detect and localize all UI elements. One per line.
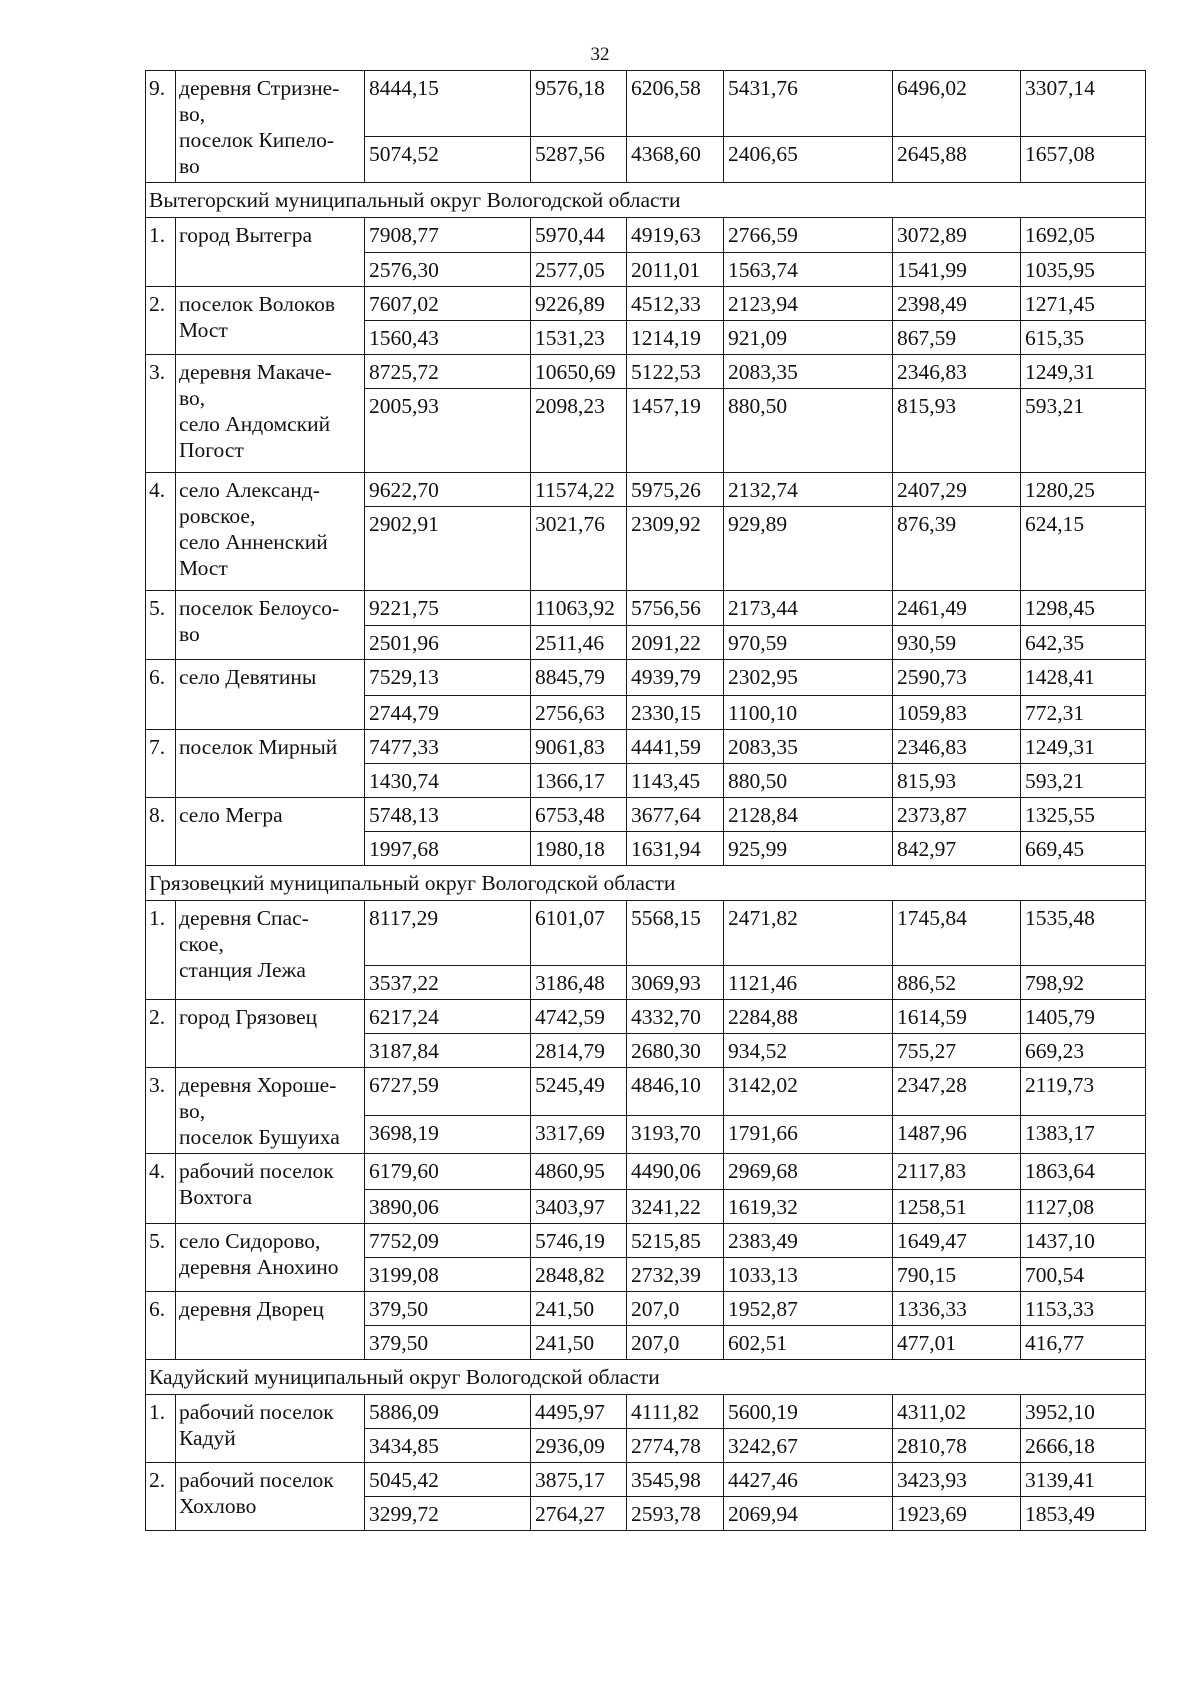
value-cell: 3677,64	[627, 798, 724, 832]
value-cell: 5756,56	[627, 591, 724, 626]
value-cell: 1692,05	[1021, 218, 1146, 253]
value-cell: 2173,44	[724, 591, 893, 626]
table-row	[146, 1224, 1146, 1258]
value-cell: 8444,15	[365, 71, 531, 137]
value-cell: 241,50	[531, 1326, 627, 1360]
value-cell: 842,97	[893, 832, 1021, 866]
row-number: 2.	[146, 1463, 176, 1531]
table-row	[146, 1395, 1146, 1429]
value-cell: 1325,55	[1021, 798, 1146, 832]
value-cell: 9226,89	[531, 287, 627, 321]
value-cell: 5886,09	[365, 1395, 531, 1429]
value-cell: 6217,24	[365, 1000, 531, 1034]
value-cell: 876,39	[893, 507, 1021, 591]
value-cell: 11574,22	[531, 473, 627, 507]
table-row	[146, 287, 1146, 321]
row-number: 4.	[146, 1154, 176, 1224]
value-cell: 2406,65	[724, 137, 893, 183]
value-cell: 4919,63	[627, 218, 724, 253]
value-cell: 2330,15	[627, 696, 724, 730]
value-cell: 772,31	[1021, 696, 1146, 730]
value-cell: 4490,06	[627, 1154, 724, 1190]
row-number: 9.	[146, 71, 176, 183]
value-cell: 6101,07	[531, 901, 627, 966]
settlement-name: село Мегра	[176, 798, 365, 866]
value-cell: 2119,73	[1021, 1068, 1146, 1116]
value-cell: 2577,05	[531, 253, 627, 287]
value-cell: 5746,19	[531, 1224, 627, 1258]
value-cell: 934,52	[724, 1034, 893, 1068]
value-cell: 2091,22	[627, 626, 724, 660]
value-cell: 929,89	[724, 507, 893, 591]
value-cell: 1249,31	[1021, 730, 1146, 764]
value-cell: 1271,45	[1021, 287, 1146, 321]
value-cell: 8845,79	[531, 660, 627, 696]
value-cell: 5970,44	[531, 218, 627, 253]
value-cell: 207,0	[627, 1292, 724, 1326]
value-cell: 7752,09	[365, 1224, 531, 1258]
value-cell: 2590,73	[893, 660, 1021, 696]
settlement-name: рабочий поселок Кадуй	[176, 1395, 365, 1463]
value-cell: 4427,46	[724, 1463, 893, 1497]
value-cell: 2407,29	[893, 473, 1021, 507]
value-cell: 2083,35	[724, 730, 893, 764]
value-cell: 2346,83	[893, 355, 1021, 389]
value-cell: 8725,72	[365, 355, 531, 389]
value-cell: 880,50	[724, 389, 893, 473]
value-cell: 1457,19	[627, 389, 724, 473]
value-cell: 2383,49	[724, 1224, 893, 1258]
value-cell: 2461,49	[893, 591, 1021, 626]
table-row	[146, 71, 1146, 137]
row-number: 3.	[146, 355, 176, 473]
settlement-name: рабочий поселок Вохтога	[176, 1154, 365, 1224]
value-cell: 3434,85	[365, 1429, 531, 1463]
value-cell: 5287,56	[531, 137, 627, 183]
value-cell: 1035,95	[1021, 253, 1146, 287]
value-cell: 2848,82	[531, 1258, 627, 1292]
value-cell: 2346,83	[893, 730, 1021, 764]
value-cell: 642,35	[1021, 626, 1146, 660]
settlement-name: село Девятины	[176, 660, 365, 730]
settlement-name: поселок Мирный	[176, 730, 365, 798]
settlement-name: поселок Волоков Мост	[176, 287, 365, 355]
value-cell: 1563,74	[724, 253, 893, 287]
table-row	[146, 660, 1146, 696]
row-number: 8.	[146, 798, 176, 866]
value-cell: 1923,69	[893, 1497, 1021, 1531]
value-cell: 5568,15	[627, 901, 724, 966]
row-number: 3.	[146, 1068, 176, 1154]
value-cell: 4441,59	[627, 730, 724, 764]
table-row	[146, 798, 1146, 832]
value-cell: 241,50	[531, 1292, 627, 1326]
value-cell: 2902,91	[365, 507, 531, 591]
value-cell: 2005,93	[365, 389, 531, 473]
value-cell: 5245,49	[531, 1068, 627, 1116]
settlement-name: деревня Дворец	[176, 1292, 365, 1360]
value-cell: 3242,67	[724, 1429, 893, 1463]
value-cell: 3021,76	[531, 507, 627, 591]
value-cell: 3241,22	[627, 1190, 724, 1224]
value-cell: 7908,77	[365, 218, 531, 253]
value-cell: 7529,13	[365, 660, 531, 696]
table-row	[146, 473, 1146, 507]
value-cell: 4860,95	[531, 1154, 627, 1190]
value-cell: 1280,25	[1021, 473, 1146, 507]
value-cell: 2098,23	[531, 389, 627, 473]
value-cell: 3069,93	[627, 966, 724, 1000]
value-cell: 2774,78	[627, 1429, 724, 1463]
settlement-name: поселок Белоусо- во	[176, 591, 365, 660]
value-cell: 1997,68	[365, 832, 531, 866]
value-cell: 925,99	[724, 832, 893, 866]
value-cell: 11063,92	[531, 591, 627, 626]
value-cell: 1249,31	[1021, 355, 1146, 389]
settlement-name: деревня Стризне- во, поселок Кипело- во	[176, 71, 365, 183]
value-cell: 4495,97	[531, 1395, 627, 1429]
value-cell: 2132,74	[724, 473, 893, 507]
table-row	[146, 901, 1146, 966]
value-cell: 669,23	[1021, 1034, 1146, 1068]
value-cell: 4512,33	[627, 287, 724, 321]
value-cell: 1531,23	[531, 321, 627, 355]
section-row	[146, 866, 1146, 901]
value-cell: 2593,78	[627, 1497, 724, 1531]
value-cell: 2302,95	[724, 660, 893, 696]
row-number: 1.	[146, 218, 176, 287]
section-title: Грязовецкий муниципальный округ Вологодской области	[146, 866, 1146, 901]
value-cell: 1560,43	[365, 321, 531, 355]
row-number: 2.	[146, 1000, 176, 1068]
value-cell: 1121,46	[724, 966, 893, 1000]
value-cell: 1405,79	[1021, 1000, 1146, 1034]
value-cell: 798,92	[1021, 966, 1146, 1000]
value-cell: 1649,47	[893, 1224, 1021, 1258]
value-cell: 3142,02	[724, 1068, 893, 1116]
value-cell: 3545,98	[627, 1463, 724, 1497]
settlement-name: село Александ- ровское, село Анненский Мост	[176, 473, 365, 591]
value-cell: 1033,13	[724, 1258, 893, 1292]
value-cell: 2680,30	[627, 1034, 724, 1068]
value-cell: 6496,02	[893, 71, 1021, 137]
value-cell: 2398,49	[893, 287, 1021, 321]
value-cell: 3072,89	[893, 218, 1021, 253]
value-cell: 6753,48	[531, 798, 627, 832]
value-cell: 2666,18	[1021, 1429, 1146, 1463]
value-cell: 2284,88	[724, 1000, 893, 1034]
value-cell: 207,0	[627, 1326, 724, 1360]
value-cell: 3187,84	[365, 1034, 531, 1068]
value-cell: 2732,39	[627, 1258, 724, 1292]
value-cell: 2810,78	[893, 1429, 1021, 1463]
value-cell: 867,59	[893, 321, 1021, 355]
value-cell: 1428,41	[1021, 660, 1146, 696]
value-cell: 1619,32	[724, 1190, 893, 1224]
value-cell: 2309,92	[627, 507, 724, 591]
value-cell: 9061,83	[531, 730, 627, 764]
value-cell: 1059,83	[893, 696, 1021, 730]
value-cell: 755,27	[893, 1034, 1021, 1068]
table-row	[146, 218, 1146, 253]
value-cell: 886,52	[893, 966, 1021, 1000]
value-cell: 593,21	[1021, 389, 1146, 473]
value-cell: 1153,33	[1021, 1292, 1146, 1326]
value-cell: 815,93	[893, 764, 1021, 798]
value-cell: 477,01	[893, 1326, 1021, 1360]
settlement-name: деревня Макаче- во, село Андомский Погост	[176, 355, 365, 473]
value-cell: 4742,59	[531, 1000, 627, 1034]
value-cell: 2069,94	[724, 1497, 893, 1531]
value-cell: 2645,88	[893, 137, 1021, 183]
value-cell: 2766,59	[724, 218, 893, 253]
value-cell: 2969,68	[724, 1154, 893, 1190]
value-cell: 1952,87	[724, 1292, 893, 1326]
value-cell: 2764,27	[531, 1497, 627, 1531]
value-cell: 3537,22	[365, 966, 531, 1000]
value-cell: 1541,99	[893, 253, 1021, 287]
value-cell: 5045,42	[365, 1463, 531, 1497]
value-cell: 1614,59	[893, 1000, 1021, 1034]
value-cell: 6179,60	[365, 1154, 531, 1190]
value-cell: 3890,06	[365, 1190, 531, 1224]
value-cell: 1258,51	[893, 1190, 1021, 1224]
table-row	[146, 1068, 1146, 1116]
value-cell: 3317,69	[531, 1116, 627, 1154]
value-cell: 3299,72	[365, 1497, 531, 1531]
table-row	[146, 355, 1146, 389]
value-cell: 5600,19	[724, 1395, 893, 1429]
value-cell: 2501,96	[365, 626, 531, 660]
value-cell: 4332,70	[627, 1000, 724, 1034]
value-cell: 1214,19	[627, 321, 724, 355]
value-cell: 880,50	[724, 764, 893, 798]
table-row	[146, 1000, 1146, 1034]
value-cell: 10650,69	[531, 355, 627, 389]
value-cell: 5215,85	[627, 1224, 724, 1258]
value-cell: 2936,09	[531, 1429, 627, 1463]
value-cell: 2083,35	[724, 355, 893, 389]
value-cell: 4368,60	[627, 137, 724, 183]
value-cell: 9622,70	[365, 473, 531, 507]
value-cell: 624,15	[1021, 507, 1146, 591]
value-cell: 1853,49	[1021, 1497, 1146, 1531]
table-row	[146, 591, 1146, 626]
settlement-name: город Вытегра	[176, 218, 365, 287]
value-cell: 3186,48	[531, 966, 627, 1000]
value-cell: 1298,45	[1021, 591, 1146, 626]
row-number: 7.	[146, 730, 176, 798]
value-cell: 669,45	[1021, 832, 1146, 866]
value-cell: 2576,30	[365, 253, 531, 287]
value-cell: 9576,18	[531, 71, 627, 137]
value-cell: 2011,01	[627, 253, 724, 287]
value-cell: 1336,33	[893, 1292, 1021, 1326]
value-cell: 2471,82	[724, 901, 893, 966]
value-cell: 4939,79	[627, 660, 724, 696]
value-cell: 2347,28	[893, 1068, 1021, 1116]
table-row	[146, 1292, 1146, 1326]
row-number: 2.	[146, 287, 176, 355]
table-row	[146, 730, 1146, 764]
value-cell: 593,21	[1021, 764, 1146, 798]
value-cell: 1863,64	[1021, 1154, 1146, 1190]
row-number: 4.	[146, 473, 176, 591]
table-row	[146, 1154, 1146, 1190]
value-cell: 2756,63	[531, 696, 627, 730]
value-cell: 1631,94	[627, 832, 724, 866]
tariff-table	[145, 70, 1146, 1531]
value-cell: 602,51	[724, 1326, 893, 1360]
value-cell: 1143,45	[627, 764, 724, 798]
value-cell: 4111,82	[627, 1395, 724, 1429]
row-number: 1.	[146, 1395, 176, 1463]
value-cell: 6206,58	[627, 71, 724, 137]
value-cell: 6727,59	[365, 1068, 531, 1116]
settlement-name: деревня Спас- ское, станция Лежа	[176, 901, 365, 1000]
value-cell: 3698,19	[365, 1116, 531, 1154]
value-cell: 7477,33	[365, 730, 531, 764]
value-cell: 2744,79	[365, 696, 531, 730]
value-cell: 9221,75	[365, 591, 531, 626]
value-cell: 379,50	[365, 1326, 531, 1360]
value-cell: 379,50	[365, 1292, 531, 1326]
value-cell: 3875,17	[531, 1463, 627, 1497]
value-cell: 2123,94	[724, 287, 893, 321]
row-number: 6.	[146, 1292, 176, 1360]
value-cell: 790,15	[893, 1258, 1021, 1292]
value-cell: 2117,83	[893, 1154, 1021, 1190]
value-cell: 1745,84	[893, 901, 1021, 966]
value-cell: 970,59	[724, 626, 893, 660]
row-number: 5.	[146, 1224, 176, 1292]
value-cell: 3403,97	[531, 1190, 627, 1224]
value-cell: 1430,74	[365, 764, 531, 798]
value-cell: 5122,53	[627, 355, 724, 389]
value-cell: 8117,29	[365, 901, 531, 966]
value-cell: 921,09	[724, 321, 893, 355]
value-cell: 1791,66	[724, 1116, 893, 1154]
settlement-name: село Сидорово, деревня Анохино	[176, 1224, 365, 1292]
value-cell: 1437,10	[1021, 1224, 1146, 1258]
value-cell: 3423,93	[893, 1463, 1021, 1497]
value-cell: 3952,10	[1021, 1395, 1146, 1429]
value-cell: 1487,96	[893, 1116, 1021, 1154]
value-cell: 1100,10	[724, 696, 893, 730]
row-number: 6.	[146, 660, 176, 730]
value-cell: 4846,10	[627, 1068, 724, 1116]
row-number: 5.	[146, 591, 176, 660]
value-cell: 2373,87	[893, 798, 1021, 832]
value-cell: 4311,02	[893, 1395, 1021, 1429]
page-number: 32	[590, 44, 610, 65]
value-cell: 1980,18	[531, 832, 627, 866]
value-cell: 1127,08	[1021, 1190, 1146, 1224]
row-number: 1.	[146, 901, 176, 1000]
value-cell: 2511,46	[531, 626, 627, 660]
value-cell: 3139,41	[1021, 1463, 1146, 1497]
value-cell: 5074,52	[365, 137, 531, 183]
section-title: Вытегорский муниципальный округ Вологодской области	[146, 183, 1146, 218]
table-row	[146, 1463, 1146, 1497]
value-cell: 1383,17	[1021, 1116, 1146, 1154]
settlement-name: деревня Хороше- во, поселок Бушуиха	[176, 1068, 365, 1154]
value-cell: 416,77	[1021, 1326, 1146, 1360]
section-row	[146, 1360, 1146, 1395]
value-cell: 1657,08	[1021, 137, 1146, 183]
value-cell: 5748,13	[365, 798, 531, 832]
value-cell: 5431,76	[724, 71, 893, 137]
value-cell: 2128,84	[724, 798, 893, 832]
value-cell: 815,93	[893, 389, 1021, 473]
value-cell: 700,54	[1021, 1258, 1146, 1292]
value-cell: 1535,48	[1021, 901, 1146, 966]
value-cell: 615,35	[1021, 321, 1146, 355]
value-cell: 3199,08	[365, 1258, 531, 1292]
settlement-name: город Грязовец	[176, 1000, 365, 1068]
settlement-name: рабочий поселок Хохлово	[176, 1463, 365, 1531]
value-cell: 2814,79	[531, 1034, 627, 1068]
value-cell: 3307,14	[1021, 71, 1146, 137]
value-cell: 5975,26	[627, 473, 724, 507]
value-cell: 1366,17	[531, 764, 627, 798]
section-title: Кадуйский муниципальный округ Вологодской области	[146, 1360, 1146, 1395]
section-row	[146, 183, 1146, 218]
value-cell: 930,59	[893, 626, 1021, 660]
value-cell: 3193,70	[627, 1116, 724, 1154]
value-cell: 7607,02	[365, 287, 531, 321]
